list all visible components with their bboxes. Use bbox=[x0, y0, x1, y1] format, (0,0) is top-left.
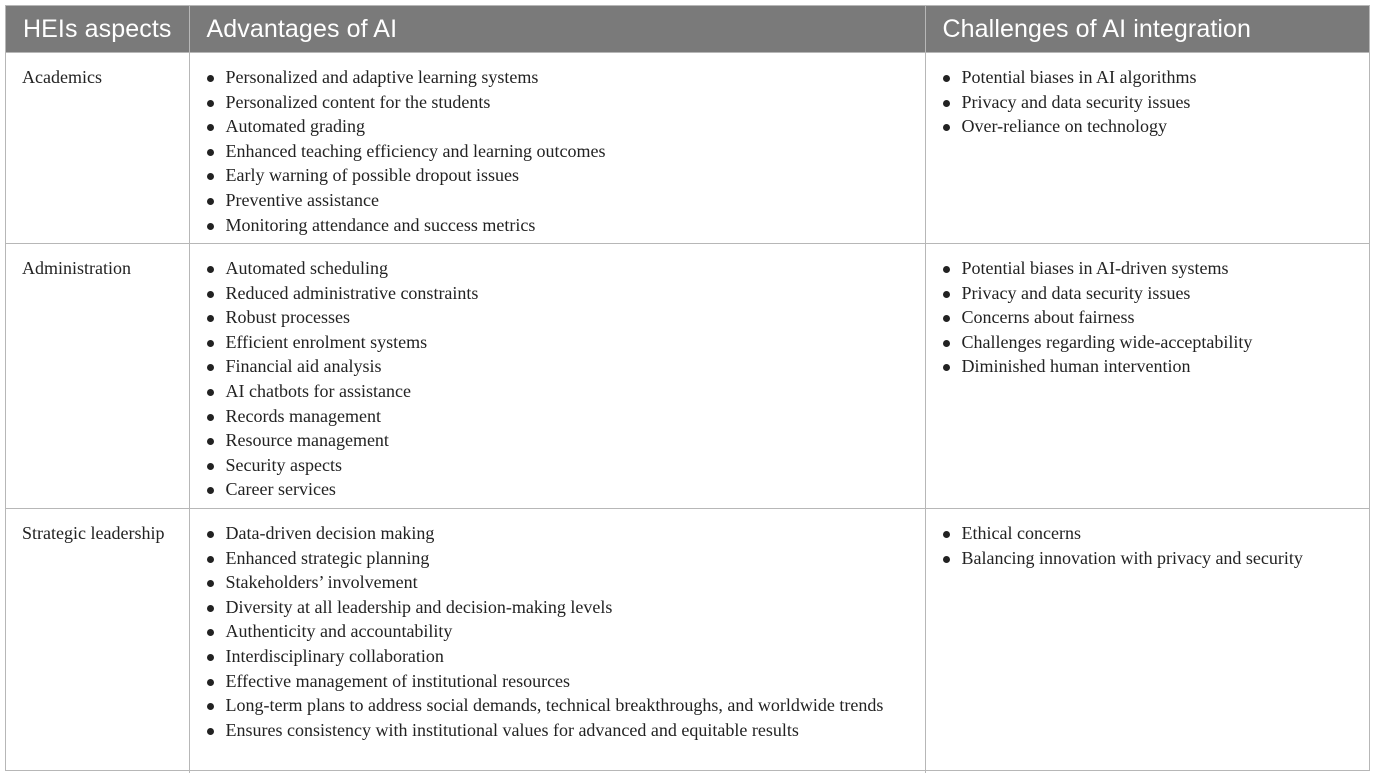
bullet-icon bbox=[207, 728, 214, 735]
advantages-cell bbox=[189, 509, 925, 773]
list-item-text: Automated grading bbox=[225, 116, 365, 137]
header-challenges: Challenges of AI integration bbox=[925, 6, 1369, 53]
bullet-icon bbox=[207, 266, 214, 273]
list-item-text: Robust processes bbox=[225, 307, 350, 328]
list-item bbox=[190, 644, 925, 669]
list-item-text: AI chatbots for assistance bbox=[225, 380, 411, 401]
list-item bbox=[190, 693, 925, 718]
list-item-text: Financial aid analysis bbox=[225, 356, 382, 377]
list-item-text: Career services bbox=[225, 479, 336, 500]
bullet-icon bbox=[943, 266, 950, 273]
list-item-text: Privacy and data security issues bbox=[961, 91, 1191, 112]
aspect-label: Academics bbox=[22, 67, 102, 87]
challenges-cell bbox=[925, 53, 1369, 244]
list-item-text: Monitoring attendance and success metrics bbox=[225, 214, 536, 235]
bullet-icon bbox=[207, 173, 214, 180]
bullet-icon bbox=[207, 487, 214, 494]
bullet-icon bbox=[207, 364, 214, 371]
list-item bbox=[926, 521, 1370, 546]
list-item bbox=[190, 379, 925, 404]
list-item bbox=[926, 256, 1370, 281]
list-item bbox=[190, 354, 925, 379]
bullet-icon bbox=[943, 531, 950, 538]
list-item bbox=[926, 354, 1370, 379]
list-item bbox=[190, 163, 925, 188]
bullet-icon bbox=[207, 414, 214, 421]
bullet-icon bbox=[207, 75, 214, 82]
bullet-icon bbox=[207, 389, 214, 396]
list-item bbox=[190, 453, 925, 478]
aspect-label: Administration bbox=[22, 258, 131, 278]
list-item-text: Potential biases in AI-driven systems bbox=[961, 258, 1229, 278]
header-advantages: Advantages of AI bbox=[189, 6, 925, 53]
list-item bbox=[926, 114, 1370, 139]
challenges-list bbox=[926, 53, 1370, 139]
list-item bbox=[190, 281, 925, 306]
list-item bbox=[190, 477, 925, 502]
list-item-text: Long-term plans to address social demands, technical breakthroughs, and worldwide trends bbox=[225, 695, 884, 716]
list-item-text: Preventive assistance bbox=[225, 189, 379, 210]
list-item bbox=[190, 546, 925, 571]
list-item bbox=[926, 90, 1370, 115]
ai-heis-table bbox=[5, 5, 1370, 771]
list-item-text: Early warning of possible dropout issues bbox=[225, 165, 519, 186]
bullet-icon bbox=[943, 315, 950, 322]
list-item-text: Ethical concerns bbox=[961, 523, 1081, 543]
list-item-text: Balancing innovation with privacy and security bbox=[961, 547, 1303, 568]
bullet-icon bbox=[943, 100, 950, 107]
advantages-cell bbox=[189, 244, 925, 509]
challenges-list bbox=[926, 244, 1370, 379]
bullet-icon bbox=[943, 291, 950, 298]
list-item-text: Efficient enrolment systems bbox=[225, 331, 428, 352]
list-item bbox=[190, 256, 925, 281]
list-item bbox=[190, 188, 925, 213]
bullet-icon bbox=[207, 124, 214, 131]
list-item-text: Enhanced teaching efficiency and learning outcomes bbox=[225, 140, 606, 161]
list-item-text: Concerns about fairness bbox=[961, 307, 1135, 328]
bullet-icon bbox=[207, 580, 214, 587]
table-body bbox=[6, 53, 1369, 773]
bullet-icon bbox=[207, 629, 214, 636]
list-item-text: Challenges regarding wide-acceptability bbox=[961, 331, 1253, 352]
list-item-text: Over-reliance on technology bbox=[961, 116, 1168, 137]
list-item bbox=[926, 330, 1370, 355]
list-item bbox=[190, 595, 925, 620]
aspect-cell bbox=[6, 509, 189, 773]
list-item-text: Interdisciplinary collaboration bbox=[225, 645, 444, 666]
advantages-cell bbox=[189, 53, 925, 244]
list-item-text: Security aspects bbox=[225, 454, 342, 475]
list-item bbox=[190, 669, 925, 694]
list-item-text: Resource management bbox=[225, 430, 389, 451]
list-item-text: Stakeholders’ involvement bbox=[225, 572, 418, 593]
list-item bbox=[926, 305, 1370, 330]
list-item-text: Potential biases in AI algorithms bbox=[961, 67, 1197, 87]
advantages-list bbox=[190, 244, 925, 502]
list-item-text: Personalized and adaptive learning systems bbox=[225, 67, 539, 87]
bullet-icon bbox=[207, 223, 214, 230]
list-item bbox=[190, 305, 925, 330]
header-aspect: HEIs aspects bbox=[6, 6, 189, 53]
list-item bbox=[926, 281, 1370, 306]
list-item-text: Records management bbox=[225, 405, 381, 426]
list-item bbox=[190, 619, 925, 644]
bullet-icon bbox=[207, 438, 214, 445]
aspect-cell bbox=[6, 244, 189, 509]
list-item-text: Automated scheduling bbox=[225, 258, 388, 278]
table-row-administration bbox=[6, 244, 1369, 509]
bullet-icon bbox=[207, 654, 214, 661]
bullet-icon bbox=[943, 75, 950, 82]
bullet-icon bbox=[207, 605, 214, 612]
list-item bbox=[190, 114, 925, 139]
aspect-cell bbox=[6, 53, 189, 244]
list-item-text: Ensures consistency with institutional values for advanced and equitable results bbox=[225, 719, 799, 740]
list-item-text: Personalized content for the students bbox=[225, 91, 491, 112]
challenges-list bbox=[926, 509, 1370, 570]
challenges-cell bbox=[925, 509, 1369, 773]
table-row-strategic-leadership bbox=[6, 509, 1369, 773]
bullet-icon bbox=[943, 556, 950, 563]
advantages-list bbox=[190, 509, 925, 742]
list-item bbox=[190, 428, 925, 453]
bullet-icon bbox=[207, 100, 214, 107]
bullet-icon bbox=[207, 198, 214, 205]
bullet-icon bbox=[207, 531, 214, 538]
bullet-icon bbox=[207, 703, 214, 710]
list-item-text: Diminished human intervention bbox=[961, 356, 1191, 377]
comparison-table bbox=[6, 6, 1369, 773]
list-item bbox=[190, 718, 925, 743]
table-row-academics bbox=[6, 53, 1369, 244]
list-item bbox=[190, 213, 925, 238]
list-item bbox=[190, 90, 925, 115]
list-item-text: Privacy and data security issues bbox=[961, 282, 1191, 303]
bullet-icon bbox=[207, 463, 214, 470]
bullet-icon bbox=[207, 149, 214, 156]
advantages-list bbox=[190, 53, 925, 237]
list-item-text: Authenticity and accountability bbox=[225, 621, 453, 642]
list-item-text: Reduced administrative constraints bbox=[225, 282, 479, 303]
list-item bbox=[190, 330, 925, 355]
bullet-icon bbox=[943, 124, 950, 131]
list-item bbox=[926, 546, 1370, 571]
bullet-icon bbox=[207, 315, 214, 322]
bullet-icon bbox=[943, 340, 950, 347]
list-item-text: Diversity at all leadership and decision-making levels bbox=[225, 596, 613, 617]
list-item bbox=[190, 139, 925, 164]
bullet-icon bbox=[207, 291, 214, 298]
list-item bbox=[190, 570, 925, 595]
list-item bbox=[190, 65, 925, 90]
list-item-text: Enhanced strategic planning bbox=[225, 547, 430, 568]
challenges-cell bbox=[925, 244, 1369, 509]
list-item bbox=[190, 521, 925, 546]
list-item bbox=[190, 404, 925, 429]
list-item bbox=[926, 65, 1370, 90]
bullet-icon bbox=[207, 556, 214, 563]
bullet-icon bbox=[207, 679, 214, 686]
list-item-text: Data-driven decision making bbox=[225, 523, 435, 543]
aspect-label: Strategic leadership bbox=[22, 523, 165, 543]
list-item-text: Effective management of institutional resources bbox=[225, 670, 571, 691]
table-header bbox=[6, 6, 1369, 53]
bullet-icon bbox=[207, 340, 214, 347]
bullet-icon bbox=[943, 364, 950, 371]
